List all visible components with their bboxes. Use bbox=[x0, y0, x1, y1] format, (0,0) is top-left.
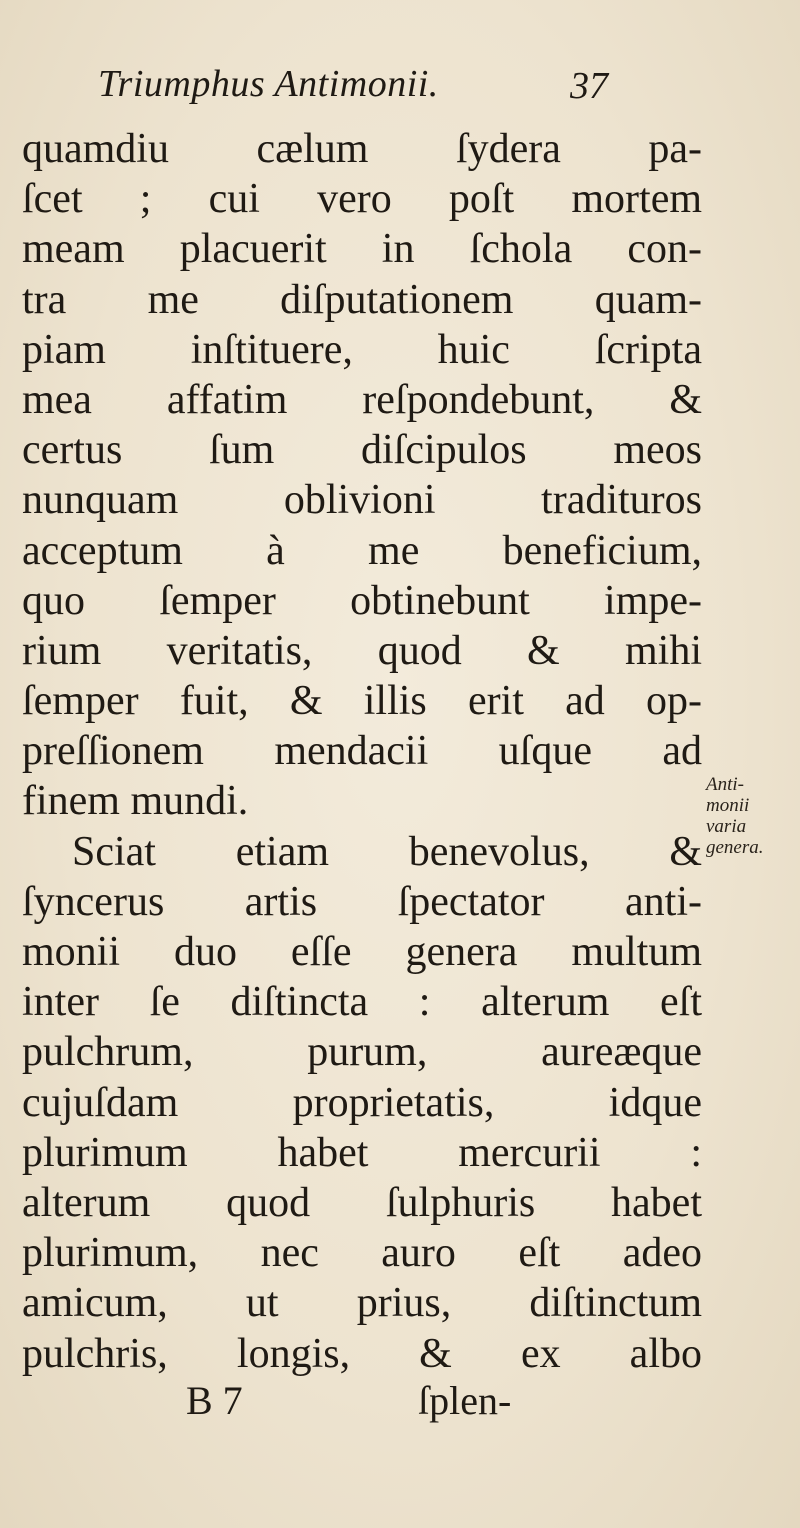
text-line: plurimum habet mercurii : bbox=[22, 1129, 702, 1176]
text-line: pulchris, longis, & ex albo bbox=[22, 1330, 702, 1377]
text-line: alterum quod ſulphuris habet bbox=[22, 1179, 702, 1226]
text-line: cujuſdam proprietatis, idque bbox=[22, 1079, 702, 1126]
text-line: pulchrum, purum, aureæque bbox=[22, 1029, 702, 1076]
page-footer bbox=[0, 1376, 800, 1426]
text-line: nunquam oblivioni tradituros bbox=[22, 477, 702, 524]
text-line: meam placuerit in ſchola con- bbox=[22, 226, 702, 273]
margin-note-line: monii bbox=[706, 795, 750, 816]
text-line: amicum, ut prius, diſtinctum bbox=[22, 1280, 702, 1327]
text-line: preſſionem mendacii uſque ad bbox=[22, 728, 702, 775]
text-line: quo ſemper obtinebunt impe- bbox=[22, 577, 702, 624]
catchword: ſplen- bbox=[418, 1378, 512, 1423]
text-line: plurimum, nec auro eſt adeo bbox=[22, 1230, 702, 1277]
page-header bbox=[98, 62, 618, 112]
signature-mark: B 7 bbox=[186, 1378, 243, 1423]
margin-note-line: Anti- bbox=[706, 774, 744, 795]
paragraph-first-line: Sciat etiam benevolus, & bbox=[72, 828, 702, 875]
page-number: 37 bbox=[570, 65, 608, 107]
margin-note-line: genera. bbox=[706, 837, 764, 858]
text-line: quamdiu cælum ſydera pa- bbox=[22, 126, 702, 172]
text-line: certus ſum diſcipulos meos bbox=[22, 427, 702, 474]
text-line: ſcet ; cui vero poſt mortem bbox=[22, 176, 702, 223]
text-line: monii duo eſſe genera multum bbox=[22, 929, 702, 975]
text-line: ſemper fuit, & illis erit ad op- bbox=[22, 678, 702, 725]
body-text bbox=[22, 124, 702, 1379]
text-line: rium veritatis, quod & mihi bbox=[22, 627, 702, 674]
text-line: tra me diſputationem quam- bbox=[22, 276, 702, 323]
text-line: acceptum à me beneficium, bbox=[22, 527, 702, 574]
margin-note-line: varia bbox=[706, 816, 747, 837]
margin-note bbox=[706, 774, 800, 858]
text-line: ſyncerus artis ſpectator anti- bbox=[22, 878, 702, 925]
text-line: finem mundi. bbox=[22, 778, 249, 825]
running-title: Triumphus Antimonii. bbox=[98, 63, 439, 105]
text-line: mea affatim reſpondebunt, & bbox=[22, 376, 702, 423]
text-line: inter ſe diſtincta : alterum eſt bbox=[22, 979, 702, 1026]
text-line: piam inſtituere, huic ſcripta bbox=[22, 326, 702, 373]
